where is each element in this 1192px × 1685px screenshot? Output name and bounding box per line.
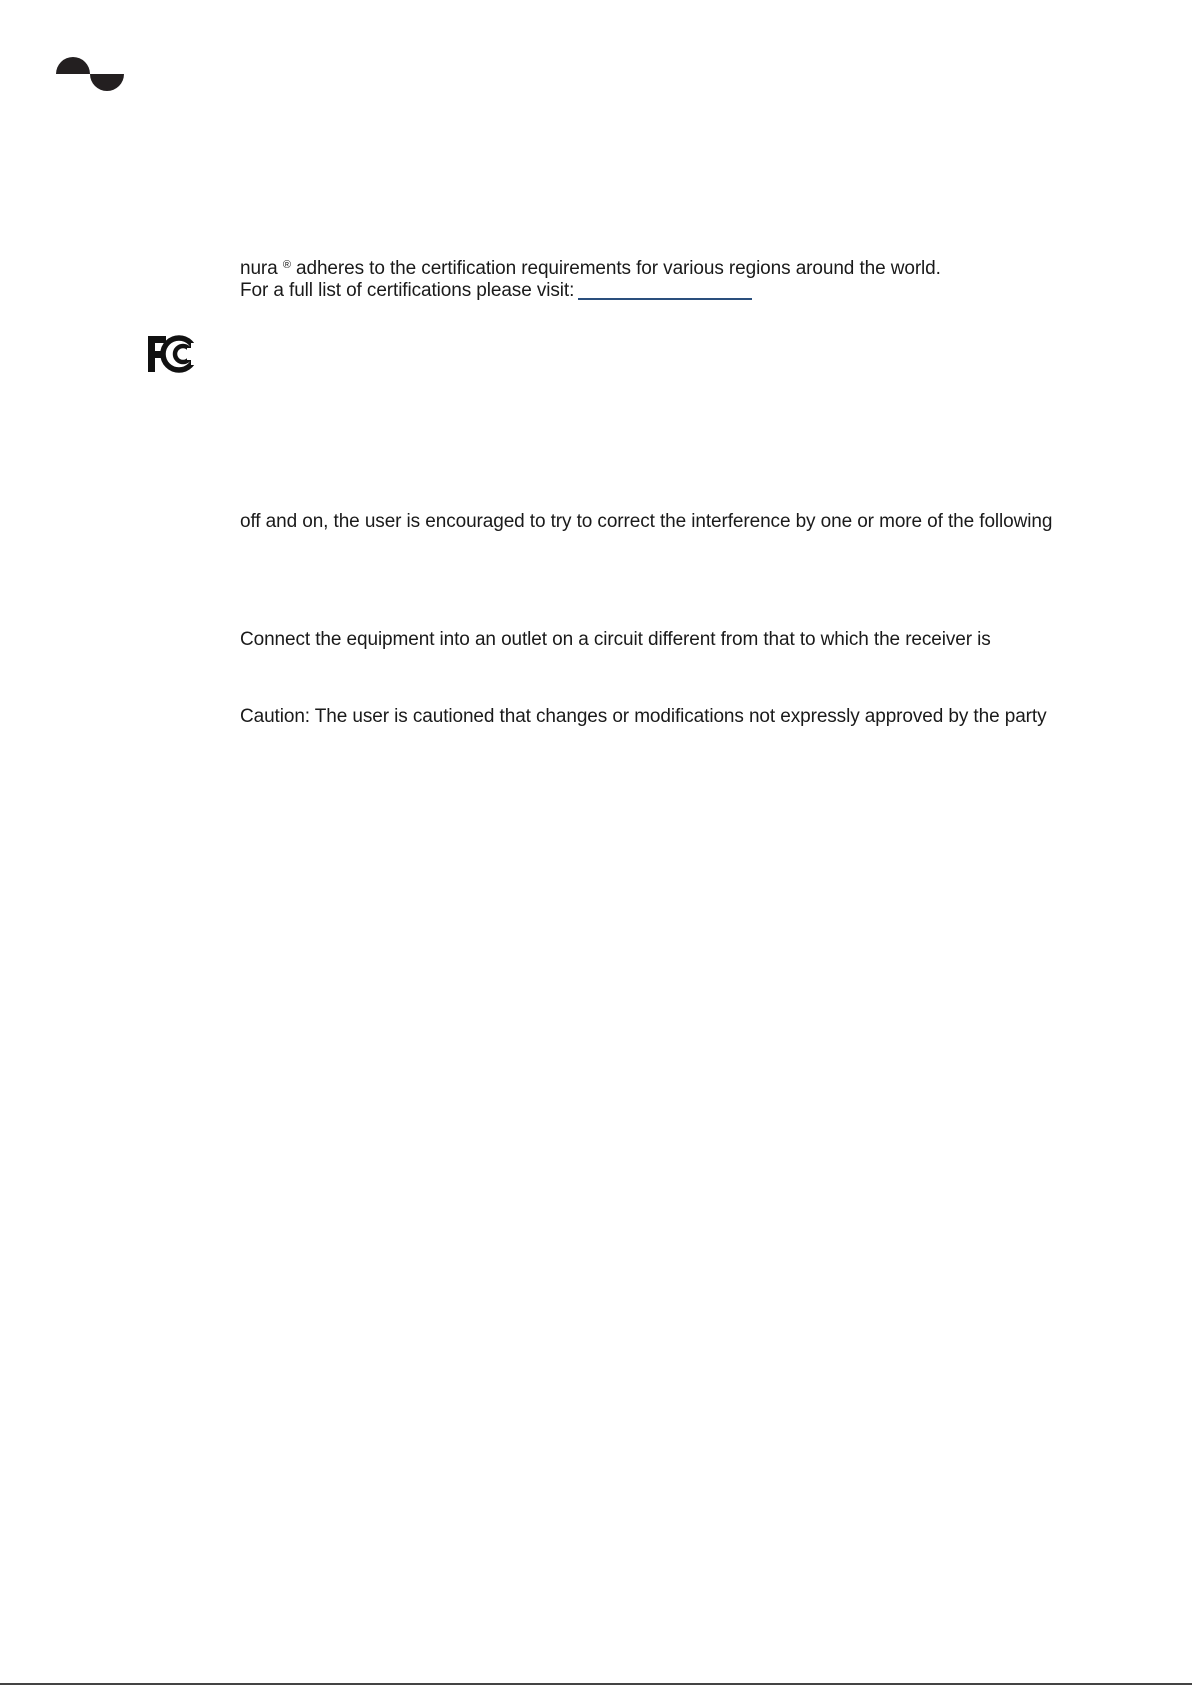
interference-correction-text: off and on, the user is encouraged to try to correct the interference by one or more of the following	[240, 511, 1053, 532]
outlet-circuit-text: Connect the equipment into an outlet on a circuit different from that to which the receiver is	[240, 629, 991, 650]
certifications-link[interactable]	[578, 280, 752, 300]
nura-logo-icon	[56, 56, 126, 92]
caution-text: Caution: The user is cautioned that changes or modifications not expressly approved by the party	[240, 706, 1047, 727]
fcc-logo-icon	[146, 334, 200, 374]
brand-name: nura	[240, 258, 278, 279]
certification-visit-line	[240, 279, 752, 303]
certification-intro-line	[240, 253, 941, 281]
visit-text: For a full list of certifications please visit:	[240, 280, 575, 301]
registered-mark: ®	[282, 259, 291, 271]
intro-text: adheres to the certification requirements for various regions around the world.	[296, 258, 941, 279]
